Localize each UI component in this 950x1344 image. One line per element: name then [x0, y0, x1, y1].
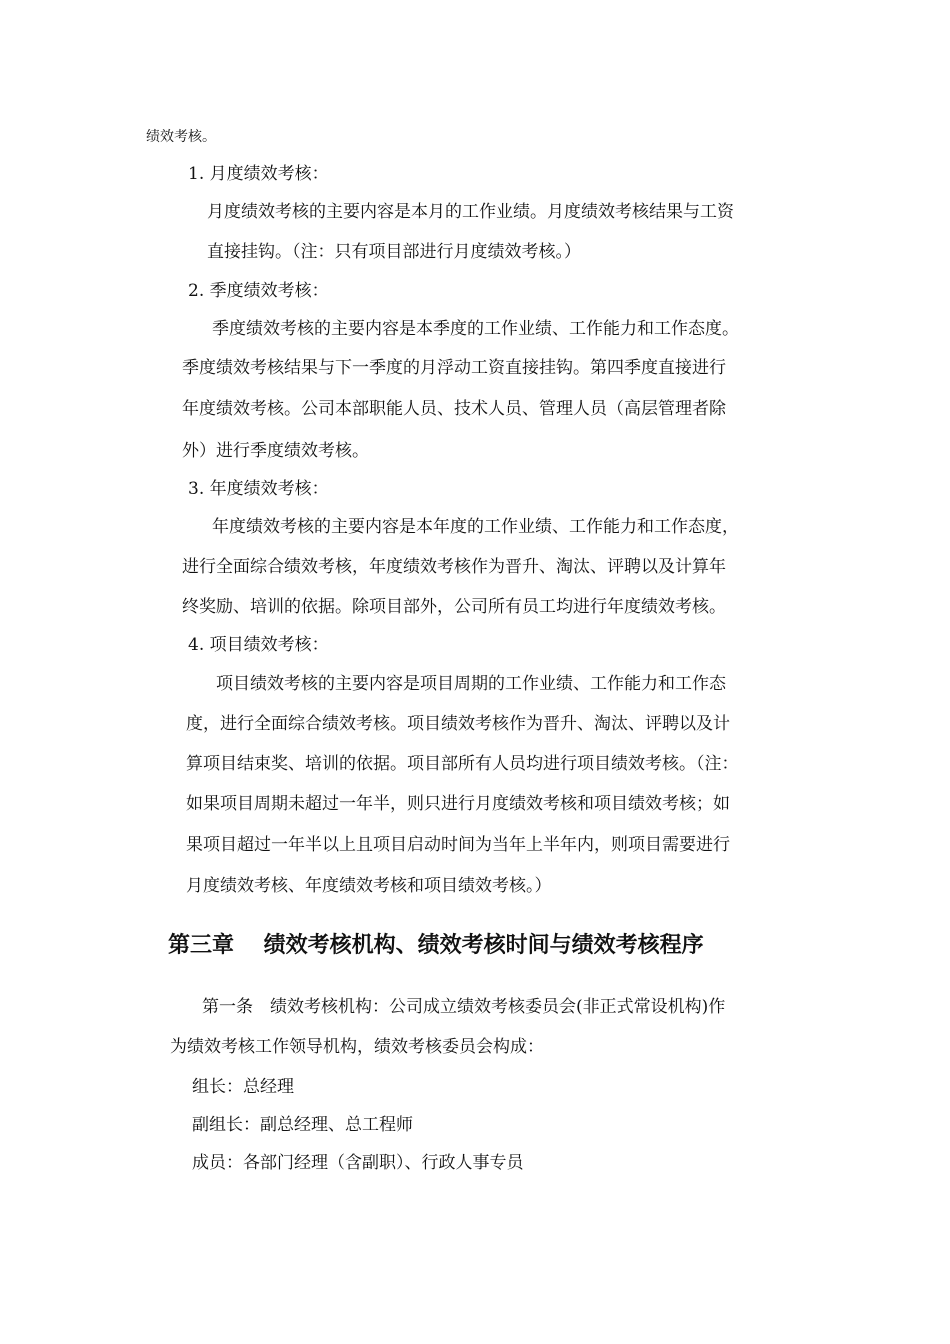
- text-line: 年度绩效考核的主要内容是本年度的工作业绩、工作能力和工作态度，: [212, 517, 739, 537]
- text-line: 直接挂钩。（注：只有项目部进行月度绩效考核。）: [207, 242, 581, 262]
- list-item-project: 4. 项目绩效考核：: [188, 635, 329, 655]
- text-line: 季度绩效考核的主要内容是本季度的工作业绩、工作能力和工作态度。: [212, 319, 739, 339]
- text-line: 度，进行全面综合绩效考核。项目绩效考核作为晋升、淘汰、评聘以及计: [186, 714, 730, 734]
- list-item-monthly: 1. 月度绩效考核：: [188, 164, 329, 184]
- text-line: 进行全面综合绩效考核，年度绩效考核作为晋升、淘汰、评聘以及计算年: [182, 557, 726, 577]
- text-line: 绩效考核。: [146, 129, 216, 145]
- text-line: 月度绩效考核的主要内容是本月的工作业绩。月度绩效考核结果与工资: [207, 202, 734, 222]
- text-line: 第一条 绩效考核机构：公司成立绩效考核委员会(非正式常设机构)作: [202, 997, 726, 1017]
- text-line: 算项目结束奖、培训的依据。项目部所有人员均进行项目绩效考核。（注：: [186, 754, 739, 774]
- text-line: 月度绩效考核、年度绩效考核和项目绩效考核。）: [186, 876, 552, 896]
- text-line: 如果项目周期未超过一年半，则只进行月度绩效考核和项目绩效考核；如: [186, 794, 730, 814]
- text-line: 项目绩效考核的主要内容是项目周期的工作业绩、工作能力和工作态: [216, 674, 726, 694]
- list-item-quarterly: 2. 季度绩效考核：: [188, 281, 329, 301]
- text-line: 年度绩效考核。公司本部职能人员、技术人员、管理人员（高层管理者除: [182, 399, 726, 419]
- text-line: 终奖励、培训的依据。除项目部外，公司所有员工均进行年度绩效考核。: [182, 597, 726, 617]
- text-line: 果项目超过一年半以上且项目启动时间为当年上半年内，则项目需要进行: [186, 835, 730, 855]
- chapter-heading: 第三章 绩效考核机构、绩效考核时间与绩效考核程序: [168, 933, 704, 958]
- committee-members: 成员：各部门经理（含副职）、行政人事专员: [192, 1153, 524, 1173]
- list-item-annual: 3. 年度绩效考核：: [188, 479, 329, 499]
- text-line: 为绩效考核工作领导机构，绩效考核委员会构成：: [170, 1037, 544, 1057]
- text-line: 季度绩效考核结果与下一季度的月浮动工资直接挂钩。第四季度直接进行: [182, 358, 726, 378]
- text-line: 外）进行季度绩效考核。: [182, 441, 369, 461]
- committee-deputy: 副组长：副总经理、总工程师: [192, 1115, 413, 1135]
- committee-leader: 组长：总经理: [192, 1077, 294, 1097]
